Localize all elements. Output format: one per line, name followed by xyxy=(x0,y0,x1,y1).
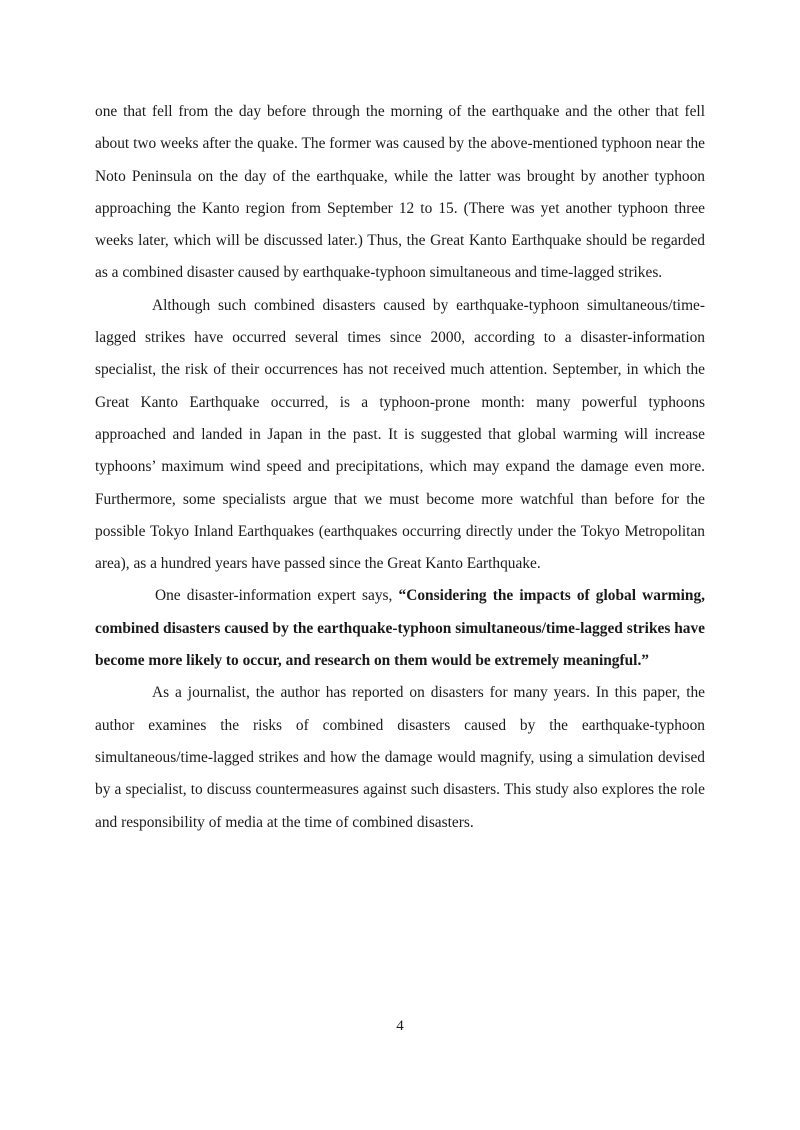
quote-intro: One disaster-information expert says, xyxy=(155,587,399,605)
paragraph-study-purpose: As a journalist, the author has reported on disasters for many years. In this paper, the author examines the risks of combined disasters caused by the earthquake-typhoon simultaneous/time-lagged strikes and how the damage would magnify, using a simulation devised by a specialist, to discuss countermeasures against such disasters. This study also explores the role and responsibility of media at the time of combined disasters. xyxy=(95,684,705,831)
paragraph-expert-quote xyxy=(95,580,705,677)
expert-quote: “Considering the impacts of global warming, combined disasters caused by the earthquake-typhoon simultaneous/time-lagged strikes have become more likely to occur, and research on them would be extremely meaningful.” xyxy=(95,587,705,670)
body-text xyxy=(95,96,705,839)
paragraph-continuation: one that fell from the day before through the morning of the earthquake and the other that fell about two weeks after the quake. The former was caused by the above-mentioned typhoon near the Noto Peninsula on the day of the earthquake, while the latter was brought by another typhoon approaching the Kanto region from September 12 to 15. (There was yet another typhoon three weeks later, which will be discussed later.) Thus, the Great Kanto Earthquake should be regarded as a combined disaster caused by earthquake-typhoon simultaneous and time-lagged strikes. xyxy=(95,103,705,282)
paragraph-combined-disasters: Although such combined disasters caused by earthquake-typhoon simultaneous/time-lagged strikes have occurred several times since 2000, according to a disaster-information specialist, the risk of their occurrences has not received much attention. September, in which the Great Kanto Earthquake occurred, is a typhoon-prone month: many powerful typhoons approached and landed in Japan in the past. It is suggested that global warming will increase typhoons’ maximum wind speed and precipitations, which may expand the damage even more. Furthermore, some specialists argue that we must become more watchful than before for the possible Tokyo Inland Earthquakes (earthquakes occurring directly under the Tokyo Metropolitan area), as a hundred years have passed since the Great Kanto Earthquake. xyxy=(95,296,705,573)
page-number: 4 xyxy=(396,1018,404,1034)
